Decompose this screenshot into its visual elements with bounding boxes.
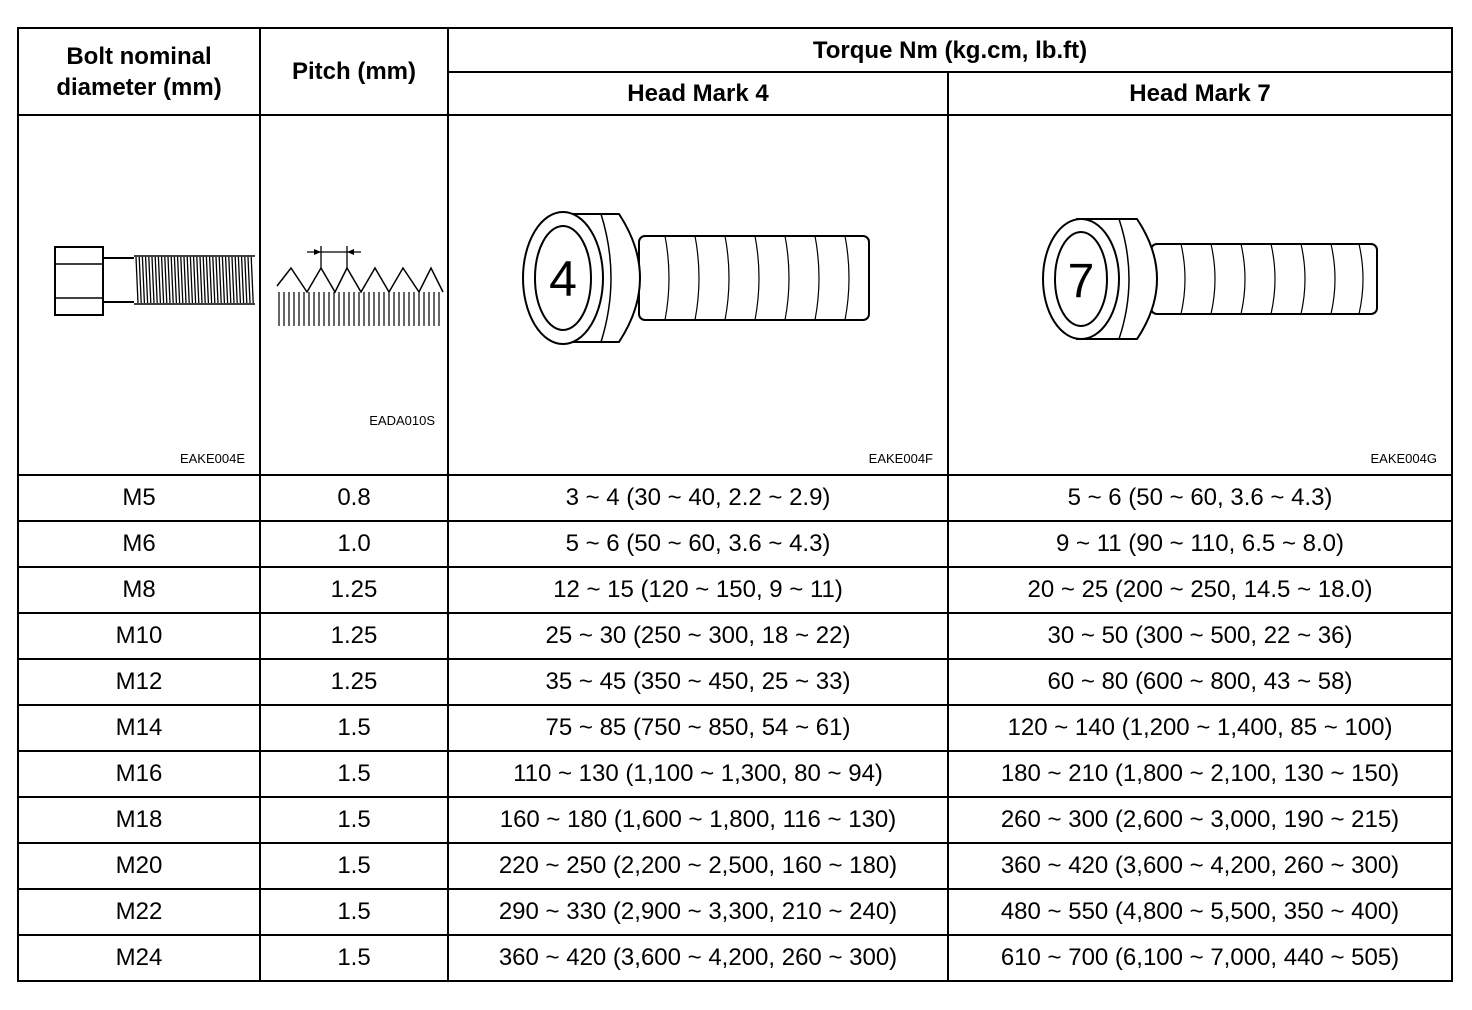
pitch-cell: 1.0 xyxy=(260,521,448,567)
table-row xyxy=(18,567,1452,613)
head-mark-4-thread-grooves xyxy=(665,236,849,320)
torque-head-mark-7-cell: 360 ~ 420 (3,600 ~ 4,200, 260 ~ 300) xyxy=(948,843,1452,889)
header-head-mark-4: Head Mark 4 xyxy=(448,72,948,115)
bolt-size-cell: M24 xyxy=(18,935,260,981)
torque-head-mark-7-cell: 120 ~ 140 (1,200 ~ 1,400, 85 ~ 100) xyxy=(948,705,1452,751)
head-mark-4-figure-cell xyxy=(448,115,948,475)
torque-head-mark-4-cell: 220 ~ 250 (2,200 ~ 2,500, 160 ~ 180) xyxy=(448,843,948,889)
header-diameter: Bolt nominal diameter (mm) xyxy=(18,28,260,115)
pitch-cell: 1.5 xyxy=(260,889,448,935)
pitch-figure-cell xyxy=(260,115,448,475)
head-mark-7-label: 7 xyxy=(1067,255,1095,308)
torque-head-mark-4-cell: 290 ~ 330 (2,900 ~ 3,300, 210 ~ 240) xyxy=(448,889,948,935)
head-mark-7-figure-cell xyxy=(948,115,1452,475)
torque-head-mark-7-cell: 260 ~ 300 (2,600 ~ 3,000, 190 ~ 215) xyxy=(948,797,1452,843)
pitch-cell: 1.25 xyxy=(260,567,448,613)
table-row xyxy=(18,521,1452,567)
table-row xyxy=(18,613,1452,659)
torque-rows xyxy=(18,475,1452,981)
pitch-cell: 1.5 xyxy=(260,935,448,981)
torque-head-mark-7-cell: 5 ~ 6 (50 ~ 60, 3.6 ~ 4.3) xyxy=(948,475,1452,521)
torque-head-mark-4-cell: 35 ~ 45 (350 ~ 450, 25 ~ 33) xyxy=(448,659,948,705)
header-head-mark-7: Head Mark 7 xyxy=(948,72,1452,115)
bolt-figure-code: EAKE004E xyxy=(179,451,245,466)
torque-head-mark-4-cell: 3 ~ 4 (30 ~ 40, 2.2 ~ 2.9) xyxy=(448,475,948,521)
torque-head-mark-4-cell: 160 ~ 180 (1,600 ~ 1,800, 116 ~ 130) xyxy=(448,797,948,843)
pitch-cell: 1.5 xyxy=(260,843,448,889)
pitch-cell: 1.5 xyxy=(260,705,448,751)
head-mark-7-bolt-illustration xyxy=(949,116,1453,474)
pitch-cell: 1.5 xyxy=(260,751,448,797)
pitch-cell: 0.8 xyxy=(260,475,448,521)
bolt-size-cell: M22 xyxy=(18,889,260,935)
head-mark-4-label: 4 xyxy=(549,251,577,307)
pitch-cell: 1.25 xyxy=(260,659,448,705)
bolt-size-cell: M12 xyxy=(18,659,260,705)
torque-head-mark-7-cell: 180 ~ 210 (1,800 ~ 2,100, 130 ~ 150) xyxy=(948,751,1452,797)
header-torque: Torque Nm (kg.cm, lb.ft) xyxy=(448,28,1452,72)
bolt-size-cell: M8 xyxy=(18,567,260,613)
torque-table xyxy=(17,27,1453,982)
torque-head-mark-7-cell: 9 ~ 11 (90 ~ 110, 6.5 ~ 8.0) xyxy=(948,521,1452,567)
pitch-cell: 1.25 xyxy=(260,613,448,659)
torque-head-mark-4-cell: 12 ~ 15 (120 ~ 150, 9 ~ 11) xyxy=(448,567,948,613)
torque-head-mark-4-cell: 110 ~ 130 (1,100 ~ 1,300, 80 ~ 94) xyxy=(448,751,948,797)
table-row xyxy=(18,797,1452,843)
table-row xyxy=(18,705,1452,751)
bolt-size-cell: M16 xyxy=(18,751,260,797)
bolt-size-cell: M10 xyxy=(18,613,260,659)
bolt-size-cell: M14 xyxy=(18,705,260,751)
torque-head-mark-7-cell: 20 ~ 25 (200 ~ 250, 14.5 ~ 18.0) xyxy=(948,567,1452,613)
bolt-figure-cell xyxy=(18,115,260,475)
bolt-size-cell: M18 xyxy=(18,797,260,843)
torque-head-mark-4-cell: 5 ~ 6 (50 ~ 60, 3.6 ~ 4.3) xyxy=(448,521,948,567)
table-row xyxy=(18,475,1452,521)
torque-head-mark-7-cell: 480 ~ 550 (4,800 ~ 5,500, 350 ~ 400) xyxy=(948,889,1452,935)
torque-head-mark-4-cell: 75 ~ 85 (750 ~ 850, 54 ~ 61) xyxy=(448,705,948,751)
torque-head-mark-4-cell: 25 ~ 30 (250 ~ 300, 18 ~ 22) xyxy=(448,613,948,659)
torque-head-mark-7-cell: 610 ~ 700 (6,100 ~ 7,000, 440 ~ 505) xyxy=(948,935,1452,981)
head-mark-7-figure-code: EAKE004G xyxy=(1370,451,1437,466)
head-mark-7-thread-grooves xyxy=(1181,244,1363,314)
head-mark-4-figure-code: EAKE004F xyxy=(868,451,933,466)
torque-head-mark-7-cell: 60 ~ 80 (600 ~ 800, 43 ~ 58) xyxy=(948,659,1452,705)
table-row xyxy=(18,843,1452,889)
torque-head-mark-7-cell: 30 ~ 50 (300 ~ 500, 22 ~ 36) xyxy=(948,613,1452,659)
head-mark-4-bolt-illustration xyxy=(449,116,949,474)
table-row xyxy=(18,889,1452,935)
bolt-size-cell: M5 xyxy=(18,475,260,521)
pitch-figure-code: EADA010S xyxy=(369,413,435,428)
bolt-size-cell: M6 xyxy=(18,521,260,567)
header-pitch: Pitch (mm) xyxy=(260,28,448,115)
bolt-size-cell: M20 xyxy=(18,843,260,889)
torque-head-mark-4-cell: 360 ~ 420 (3,600 ~ 4,200, 260 ~ 300) xyxy=(448,935,948,981)
table-row xyxy=(18,935,1452,981)
pitch-cell: 1.5 xyxy=(260,797,448,843)
table-row xyxy=(18,751,1452,797)
bolt-side-illustration xyxy=(19,116,261,474)
table-row xyxy=(18,659,1452,705)
